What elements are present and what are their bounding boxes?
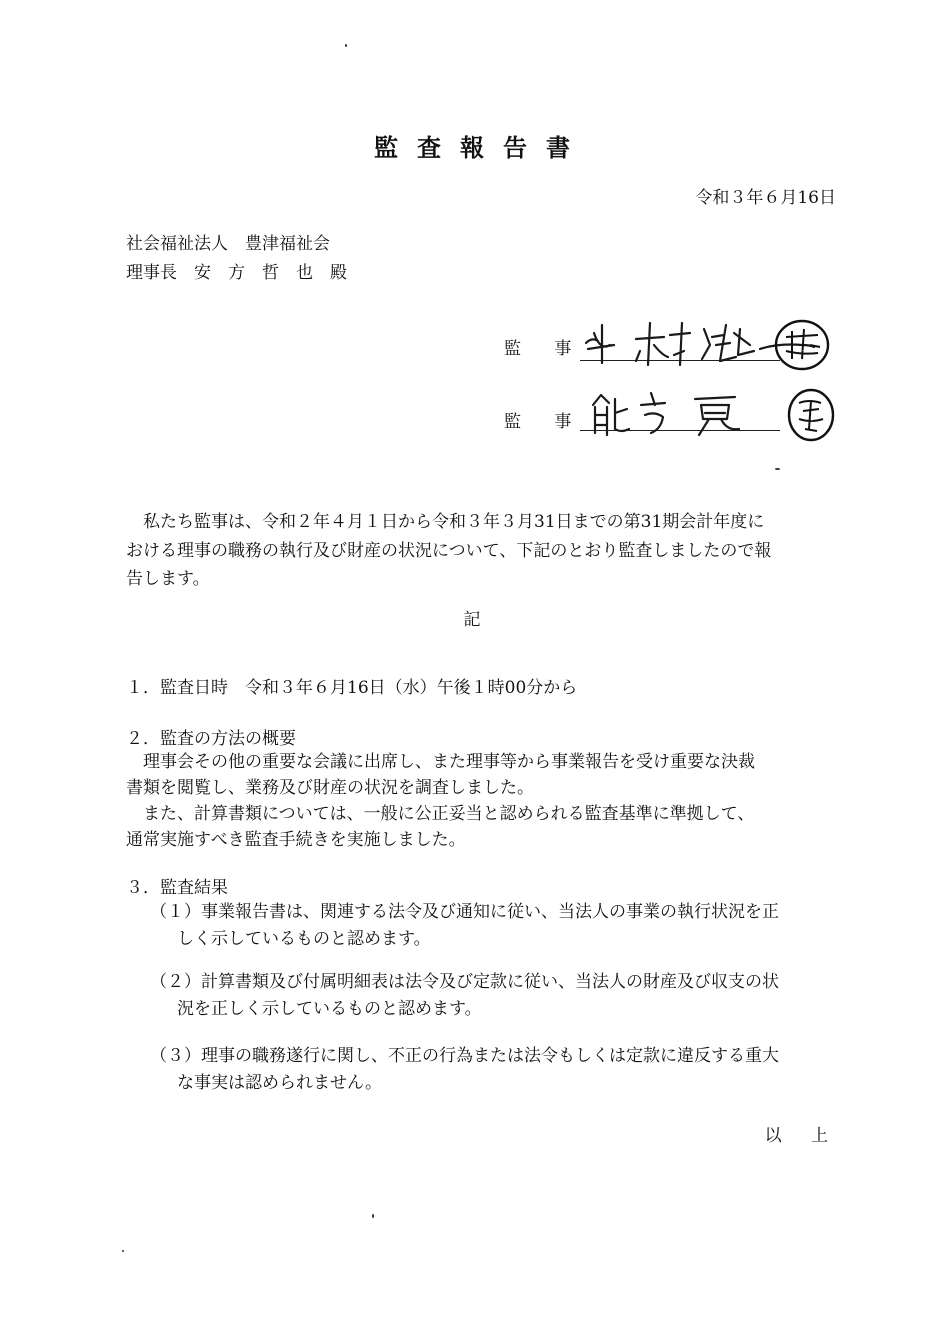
seal-2-text: 能方 (811, 421, 813, 422)
section-2-line-4: 通常実施すべき監査手続きを実施しました。 (126, 830, 466, 850)
scan-speck (372, 1214, 374, 1218)
section-3-heading: ３．監査結果 (126, 878, 228, 898)
addressee-organization: 社会福祉法人 豊津福祉会 (126, 234, 330, 254)
section-2-line-3: また、計算書類については、一般に公正妥当と認められる監査基準に準拠して、 (143, 804, 755, 824)
addressee-chairperson: 理事長 安 方 哲 也 殿 (126, 263, 347, 283)
section-3-item-3-line-1: （３）理事の職務遂行に関し、不正の行為または法令もしくは定款に違反する重大 (150, 1046, 779, 1066)
intro-line-2: おける理事の職務の執行及び財産の状況について、下記のとおり監査しましたので報 (126, 541, 772, 561)
scan-speck (122, 1250, 124, 1252)
scan-speck (775, 468, 780, 470)
document-title: 監査報告書 (374, 133, 589, 162)
report-date: 令和３年６月16日 (695, 188, 836, 208)
intro-line-3: 告します。 (126, 569, 210, 589)
section-3-item-1-line-1: （１）事業報告書は、関連する法令及び通知に従い、当法人の事業の執行状況を正 (150, 902, 779, 922)
auditor-signature-1 (578, 315, 838, 375)
section-3-item-2-line-2: 況を正しく示しているものと認めます。 (177, 999, 482, 1019)
section-2-line-2: 書類を閲覧し、業務及び財産の状況を調査しました。 (126, 778, 534, 798)
auditor-signature-2 (585, 385, 845, 445)
section-3-item-1-line-2: しく示しているものと認めます。 (177, 929, 431, 949)
section-3-item-3-line-2: な事実は認められません。 (177, 1073, 383, 1093)
auditor-label-1: 監 事 (504, 339, 586, 359)
section-1-audit-date: １．監査日時 令和３年６月16日（水）午後１時00分から (126, 678, 578, 698)
scan-speck (345, 44, 347, 47)
auditor-label-2: 監 事 (504, 412, 586, 432)
seal-1-text: 中村 (802, 351, 804, 352)
intro-line-1: 私たち監事は、令和２年４月１日から令和３年３月31日までの第31期会計年度に (143, 512, 765, 532)
section-3-item-2-line-1: （２）計算書類及び付属明細表は法令及び定款に従い、当法人の財産及び収支の状 (150, 972, 779, 992)
section-2-heading: ２．監査の方法の概要 (126, 729, 296, 749)
ki-heading: 記 (463, 610, 481, 630)
section-2-line-1: 理事会その他の重要な会議に出席し、また理事等から事業報告を受け重要な決裁 (143, 752, 755, 772)
closing-mark: 以 上 (764, 1126, 840, 1146)
